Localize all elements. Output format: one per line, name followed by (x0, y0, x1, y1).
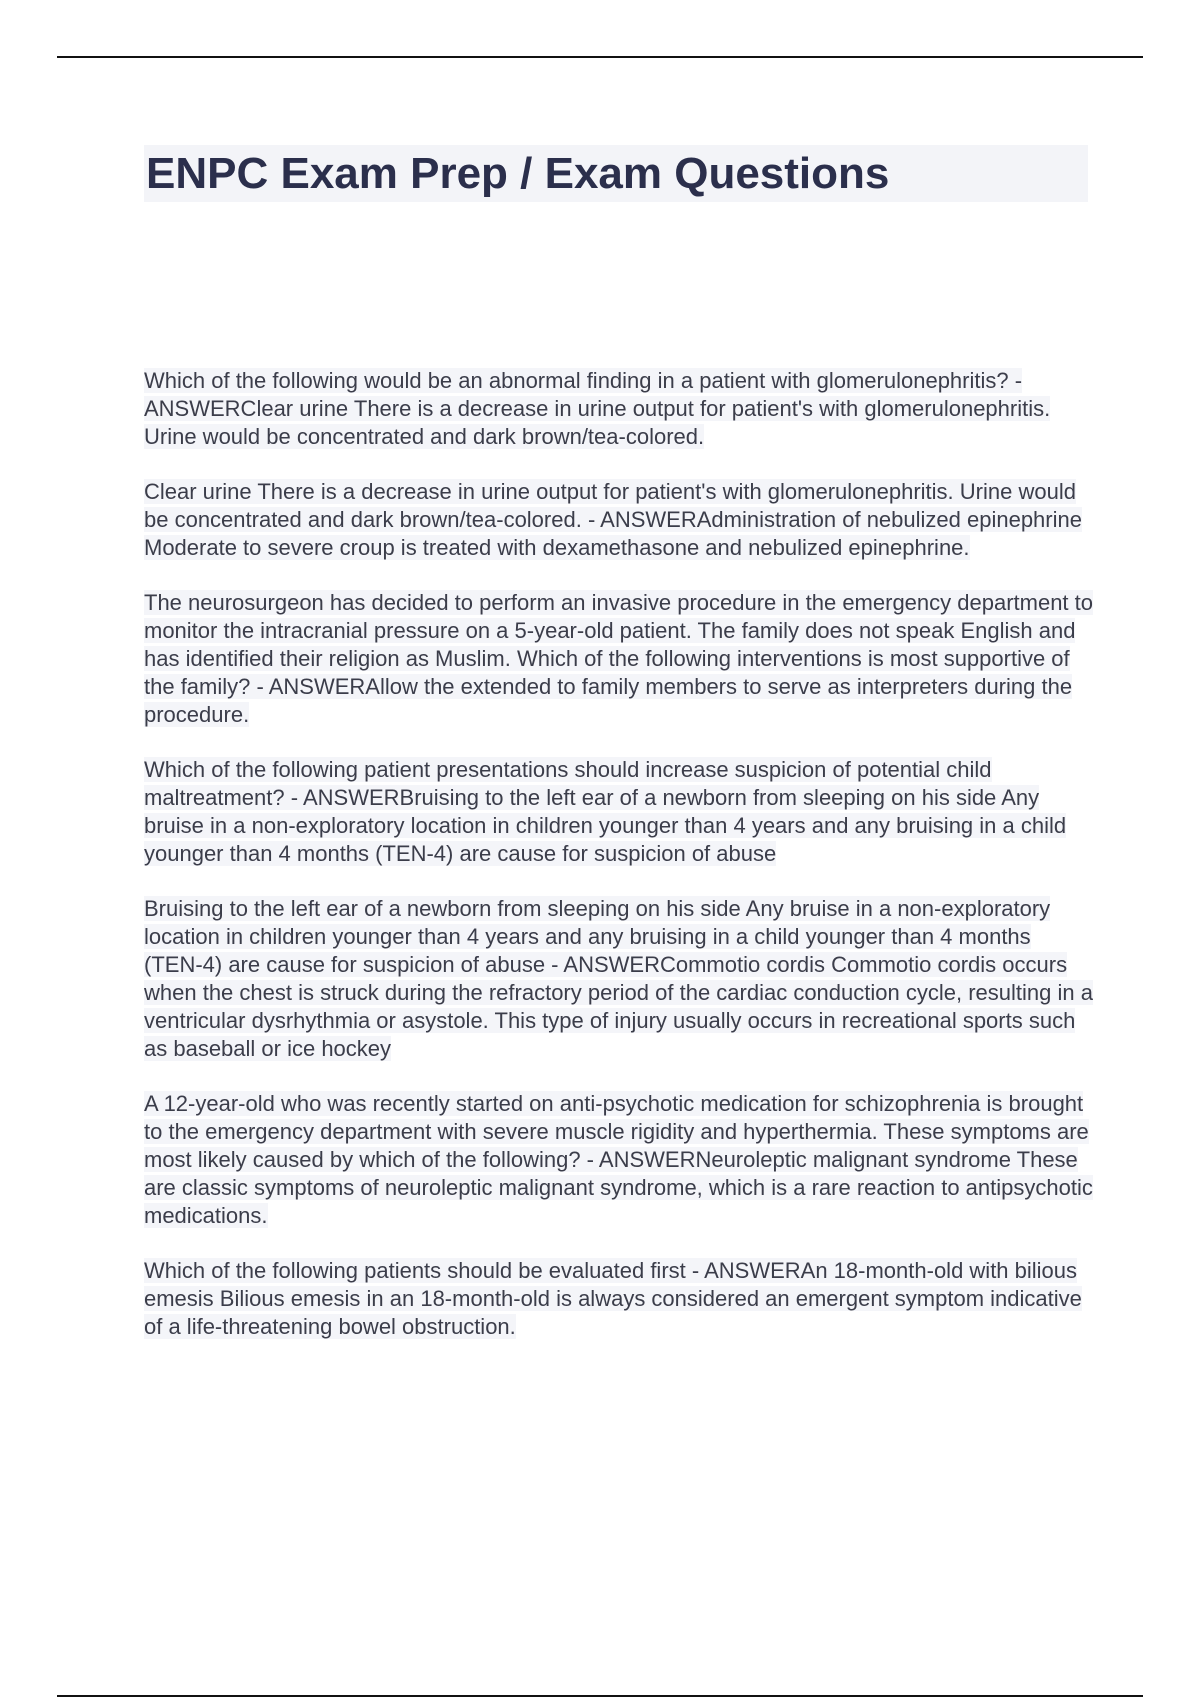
qa-text: A 12-year-old who was recently started on anti-psychotic medication for schizophrenia is brought to the emergency department with severe muscle rigidity and hyperthermia. These symptoms are most likely caused by which of the following? - ANSWERNeuroleptic malignant syndrome These are classic symptoms of neuroleptic malignant syndrome, which is a rare reaction to antipsychotic medications. (144, 1091, 1093, 1228)
qa-item (144, 478, 1094, 562)
qa-text: Bruising to the left ear of a newborn from sleeping on his side Any bruise in a non-exploratory location in children younger than 4 years and any bruising in a child younger than 4 months (TEN-4) are cause for suspicion of abuse - ANSWERCommotio cordis Commotio cordis occurs when the chest is struck during the refractory period of the cardiac conduction cycle, resulting in a ventricular dysrhythmia or asystole. This type of injury usually occurs in recreational sports such as baseball or ice hockey (144, 896, 1093, 1061)
qa-list (144, 367, 1094, 1368)
page-title: ENPC Exam Prep / Exam Questions (146, 149, 890, 198)
qa-item (144, 589, 1094, 729)
qa-item (144, 367, 1094, 451)
qa-text: Which of the following patients should be evaluated first - ANSWERAn 18-month-old with bilious emesis Bilious emesis in an 18-month-old is always considered an emergent symptom indicative of a life-threatening bowel obstruction. (144, 1258, 1082, 1339)
qa-item (144, 1090, 1094, 1230)
top-divider (57, 56, 1143, 58)
qa-text: Which of the following patient presentations should increase suspicion of potential child maltreatment? - ANSWERBruising to the left ear of a newborn from sleeping on his side Any bruise in a non-exploratory location in children younger than 4 years and any bruising in a child younger than 4 months (TEN-4) are cause for suspicion of abuse (144, 757, 1067, 866)
bottom-divider (57, 1695, 1143, 1697)
qa-text: The neurosurgeon has decided to perform an invasive procedure in the emergency department to monitor the intracranial pressure on a 5-year-old patient. The family does not speak English and has identified their religion as Muslim. Which of the following interventions is most supportive of the family? - ANSWERAllow the extended to family members to serve as interpreters during the procedure. (144, 590, 1094, 727)
qa-item (144, 756, 1094, 868)
qa-item (144, 895, 1094, 1063)
qa-text: Clear urine There is a decrease in urine output for patient's with glomerulonephritis. Urine would be concentrated and dark brown/tea-colored. - ANSWERAdministration of nebulized epinephrine Moderate to severe croup is treated with dexamethasone and nebulized epinephrine. (144, 479, 1082, 560)
qa-text: Which of the following would be an abnormal finding in a patient with glomerulonephritis? - ANSWERClear urine There is a decrease in urine output for patient's with glomerulonephritis. Urine would be concentrated and dark brown/tea-colored. (144, 368, 1051, 449)
qa-item (144, 1257, 1094, 1341)
